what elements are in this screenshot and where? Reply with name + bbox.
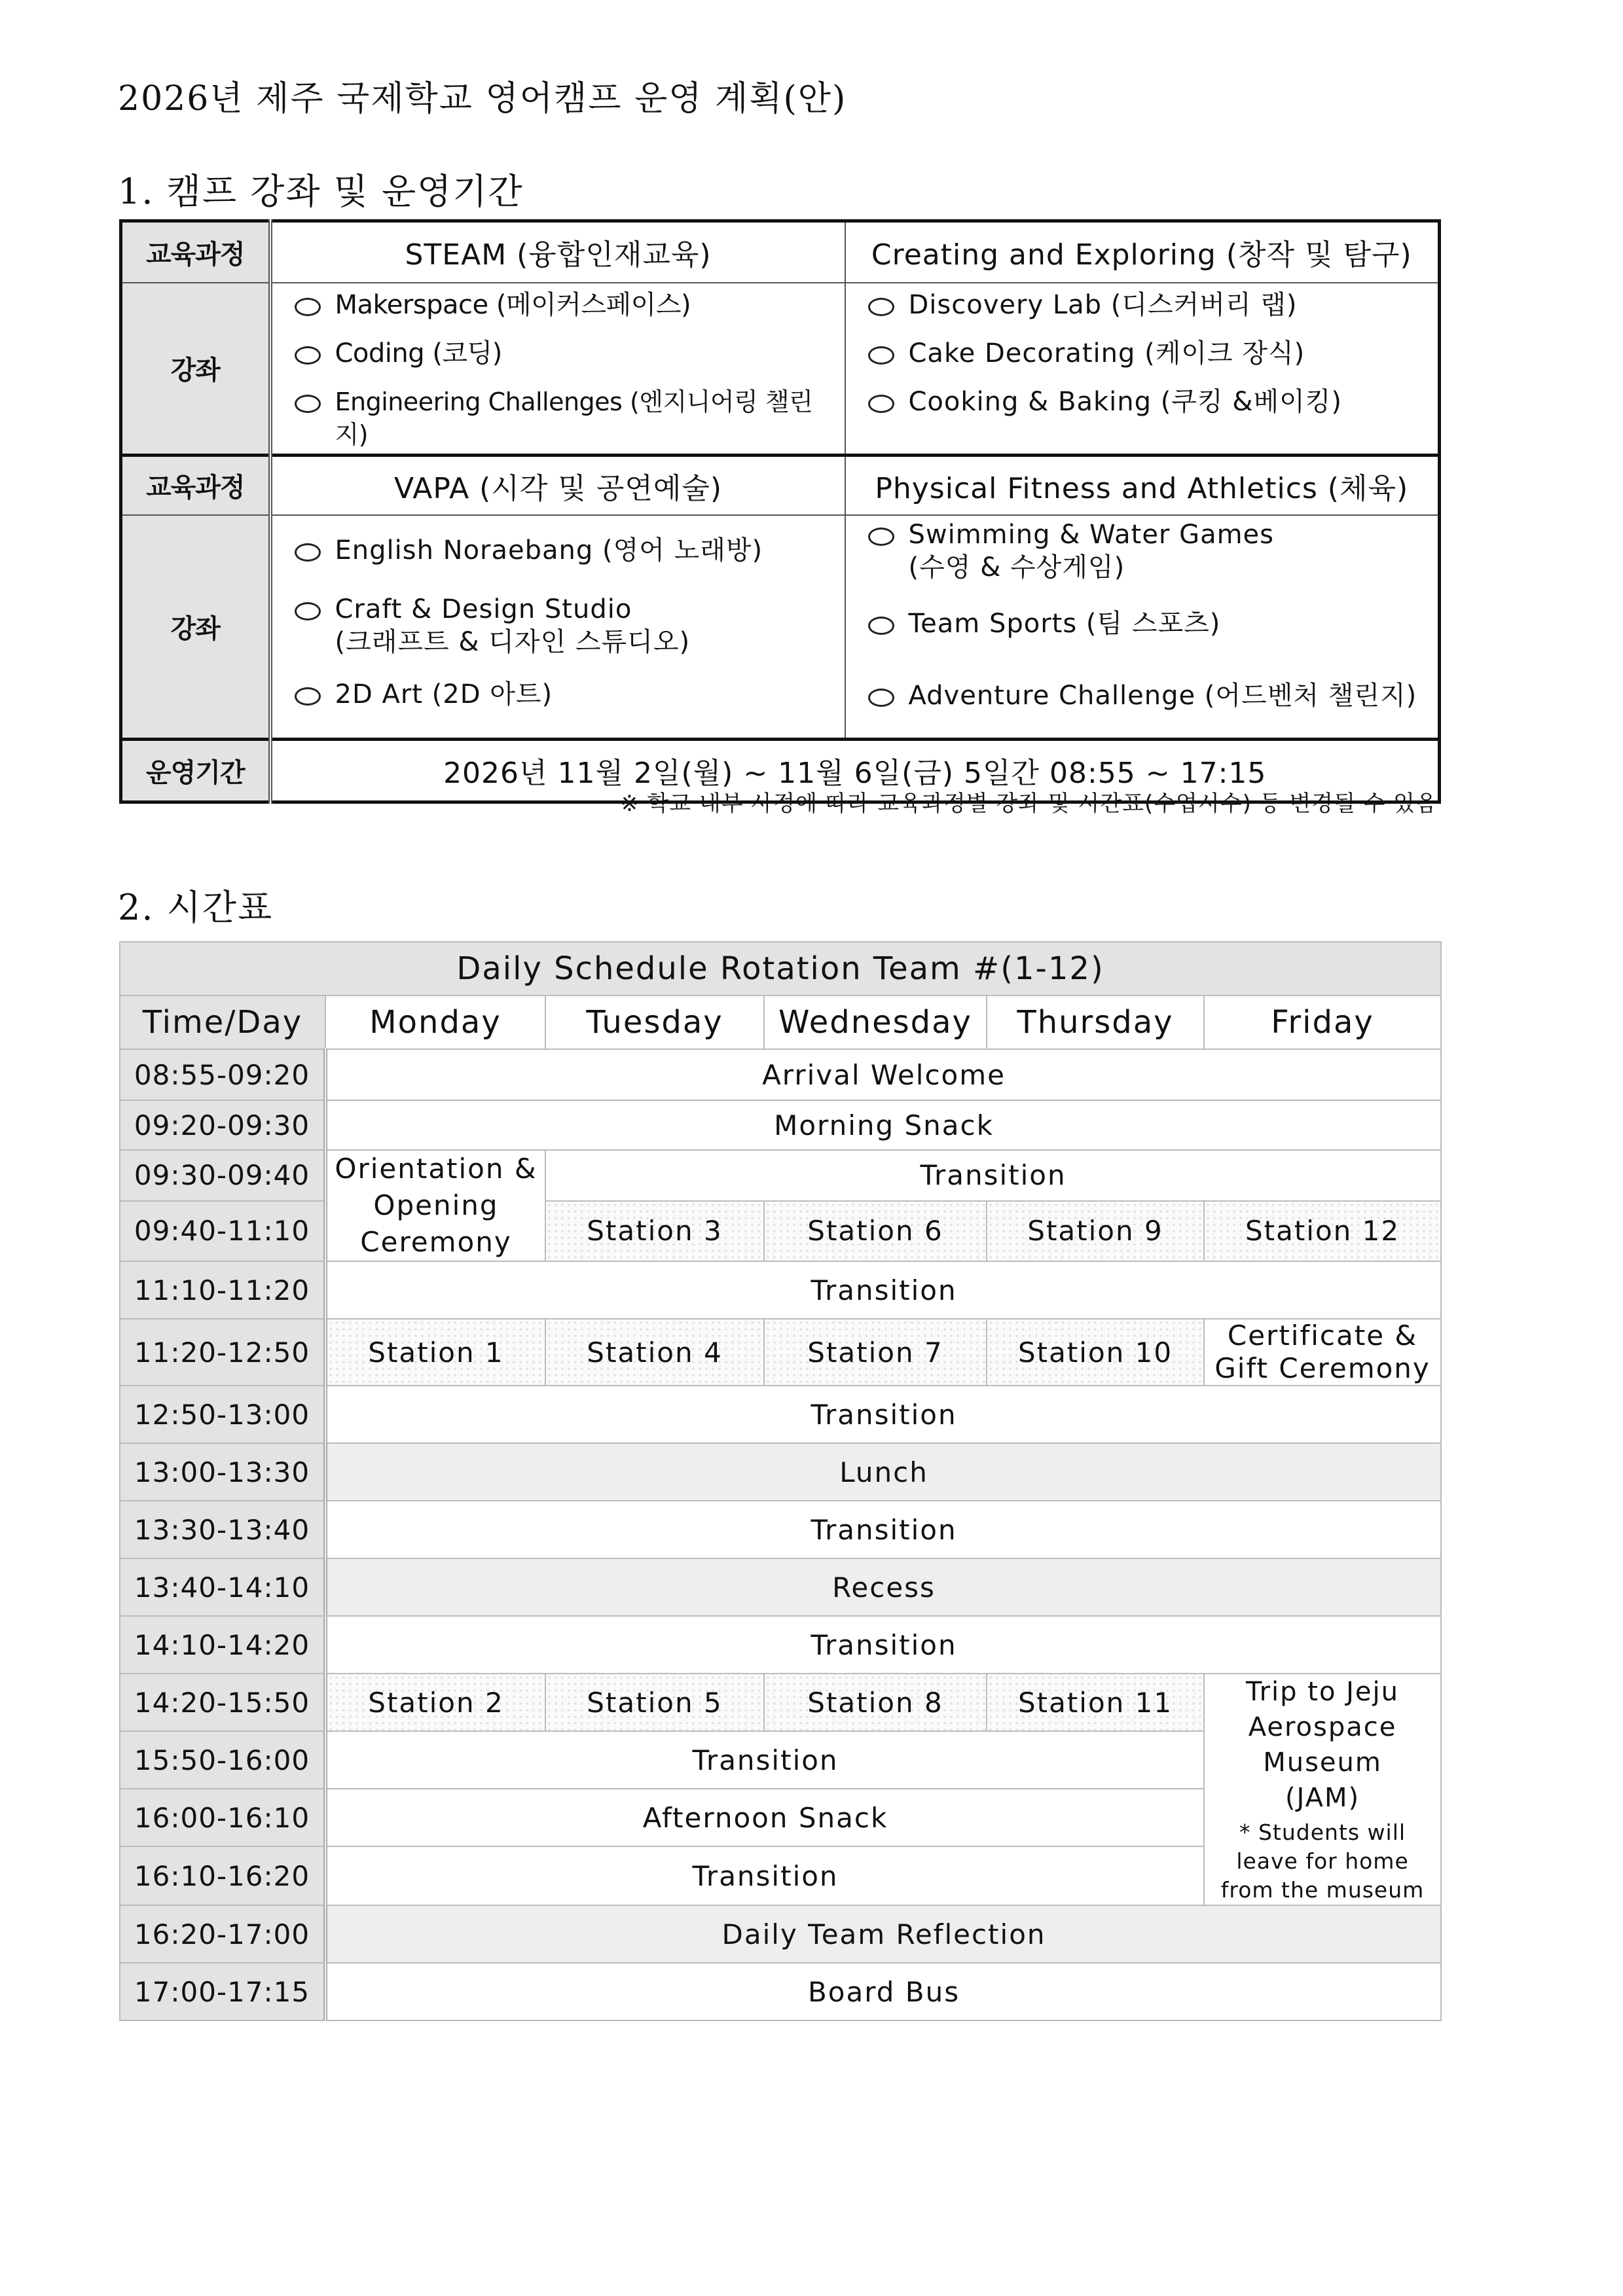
time-slot: 13:00-13:30: [120, 1443, 325, 1501]
activity-cell: Arrival Welcome: [325, 1049, 1441, 1100]
lecture-item: English Noraebang (영어 노래방): [288, 534, 845, 567]
curriculum-name: STEAM (융합인재교육): [270, 221, 845, 283]
station-cell: Station 2: [325, 1674, 545, 1731]
circle-bullet-icon: [868, 617, 894, 635]
lecture-list: [845, 283, 1440, 456]
activity-cell: Board Bus: [325, 1963, 1441, 2020]
station-cell: Station 10: [987, 1319, 1204, 1386]
circle-bullet-icon: [295, 543, 321, 562]
activity-cell: Transition: [325, 1501, 1441, 1558]
curriculum-label: 교육과정: [121, 221, 270, 283]
lecture-list: [845, 515, 1440, 739]
circle-bullet-icon: [868, 528, 894, 546]
day-header: Monday: [325, 996, 545, 1049]
curriculum-name: VAPA (시각 및 공연예술): [270, 455, 845, 515]
lecture-item: Cake Decorating (케이크 장식): [862, 337, 1438, 370]
lecture-item: Adventure Challenge (어드벤처 챌린지): [862, 679, 1438, 712]
certificate-cell: Certificate & Gift Ceremony: [1204, 1319, 1441, 1386]
station-cell: Station 9: [987, 1201, 1204, 1261]
lecture-item: Cooking & Baking (쿠킹 &베이킹): [862, 386, 1438, 418]
time-slot: 09:20-09:30: [120, 1100, 325, 1150]
lecture-list: [270, 283, 845, 456]
activity-cell: Transition: [325, 1846, 1204, 1905]
activity-cell: Daily Team Reflection: [325, 1905, 1441, 1963]
station-cell: Station 4: [545, 1319, 764, 1386]
period-label: 운영기간: [121, 739, 270, 802]
time-slot: 13:40-14:10: [120, 1558, 325, 1616]
activity-cell: Lunch: [325, 1443, 1441, 1501]
time-slot: 16:20-17:00: [120, 1905, 325, 1963]
time-slot: 13:30-13:40: [120, 1501, 325, 1558]
activity-cell: Transition: [545, 1150, 1441, 1201]
station-cell: Station 12: [1204, 1201, 1441, 1261]
orientation-cell: Orientation & Opening Ceremony: [325, 1150, 545, 1261]
curriculum-name: Creating and Exploring (창작 및 탐구): [845, 221, 1440, 283]
circle-bullet-icon: [295, 602, 321, 620]
lecture-item: Engineering Challenges (엔지니어링 챌린지): [288, 386, 845, 451]
time-slot: 08:55-09:20: [120, 1049, 325, 1100]
station-cell: Station 1: [325, 1319, 545, 1386]
time-slot: 09:40-11:10: [120, 1201, 325, 1261]
section2-heading: 2. 시간표: [118, 887, 274, 928]
station-cell: Station 7: [764, 1319, 987, 1386]
station-cell: Station 5: [545, 1674, 764, 1731]
jam-trip-cell: [1204, 1674, 1441, 1905]
lecture-item: Swimming & Water Games (수영 & 수상게임): [862, 518, 1438, 584]
lecture-item: 2D Art (2D 아트): [288, 678, 845, 711]
schedule-table: [119, 941, 1442, 2021]
activity-cell: Transition: [325, 1386, 1441, 1443]
curriculum-label: 교육과정: [121, 455, 270, 515]
time-slot: 11:10-11:20: [120, 1261, 325, 1319]
day-header: Wednesday: [764, 996, 987, 1049]
time-slot: 11:20-12:50: [120, 1319, 325, 1386]
time-slot: 14:20-15:50: [120, 1674, 325, 1731]
schedule-title: Daily Schedule Rotation Team #(1-12): [120, 942, 1441, 996]
day-header: Tuesday: [545, 996, 764, 1049]
circle-bullet-icon: [295, 395, 321, 413]
lectures-label: 강좌: [121, 515, 270, 739]
activity-cell: Transition: [325, 1731, 1204, 1789]
lectures-label: 강좌: [121, 283, 270, 456]
change-notice: ※ 학교 내부 사정에 따라 교육과정별 강좌 및 시간표(수업시수) 등 변경될 수 있음: [620, 791, 1438, 817]
lecture-item: Discovery Lab (디스커버리 랩): [862, 289, 1438, 321]
course-table: [119, 219, 1441, 804]
lecture-item: Makerspace (메이커스페이스): [288, 289, 845, 321]
time-slot: 16:10-16:20: [120, 1846, 325, 1905]
time-slot: 17:00-17:15: [120, 1963, 325, 2020]
activity-cell: Afternoon Snack: [325, 1789, 1204, 1846]
curriculum-name: Physical Fitness and Athletics (체육): [845, 455, 1440, 515]
activity-cell: Morning Snack: [325, 1100, 1441, 1150]
jam-trip-text: Trip to Jeju Aerospace Museum (JAM): [1246, 1677, 1400, 1813]
station-cell: Station 6: [764, 1201, 987, 1261]
circle-bullet-icon: [868, 395, 894, 413]
circle-bullet-icon: [295, 298, 321, 316]
lecture-item: Coding (코딩): [288, 337, 845, 370]
time-slot: 09:30-09:40: [120, 1150, 325, 1201]
lecture-item: Team Sports (팀 스포츠): [862, 607, 1438, 640]
circle-bullet-icon: [868, 298, 894, 316]
day-header: Thursday: [987, 996, 1204, 1049]
day-header: Friday: [1204, 996, 1441, 1049]
lecture-list: [270, 515, 845, 739]
station-cell: Station 8: [764, 1674, 987, 1731]
section1-heading: 1. 캠프 강좌 및 운영기간: [118, 171, 524, 212]
time-slot: 16:00-16:10: [120, 1789, 325, 1846]
circle-bullet-icon: [295, 346, 321, 365]
station-cell: Station 3: [545, 1201, 764, 1261]
circle-bullet-icon: [868, 346, 894, 365]
circle-bullet-icon: [295, 687, 321, 706]
time-slot: 12:50-13:00: [120, 1386, 325, 1443]
station-cell: Station 11: [987, 1674, 1204, 1731]
jam-trip-note: * Students will leave for home from the museum: [1220, 1820, 1425, 1903]
lecture-item: Craft & Design Studio (크래프트 & 디자인 스튜디오): [288, 593, 845, 658]
circle-bullet-icon: [868, 689, 894, 707]
activity-cell: Recess: [325, 1558, 1441, 1616]
time-slot: 15:50-16:00: [120, 1731, 325, 1789]
time-day-header: Time/Day: [120, 996, 325, 1049]
time-slot: 14:10-14:20: [120, 1616, 325, 1674]
document-title: 2026년 제주 국제학교 영어캠프 운영 계획(안): [118, 79, 847, 118]
activity-cell: Transition: [325, 1616, 1441, 1674]
activity-cell: Transition: [325, 1261, 1441, 1319]
camp-period: 2026년 11월 2일(월) ~ 11월 6일(금) 5일간 08:55 ~ 17:15: [270, 739, 1440, 802]
